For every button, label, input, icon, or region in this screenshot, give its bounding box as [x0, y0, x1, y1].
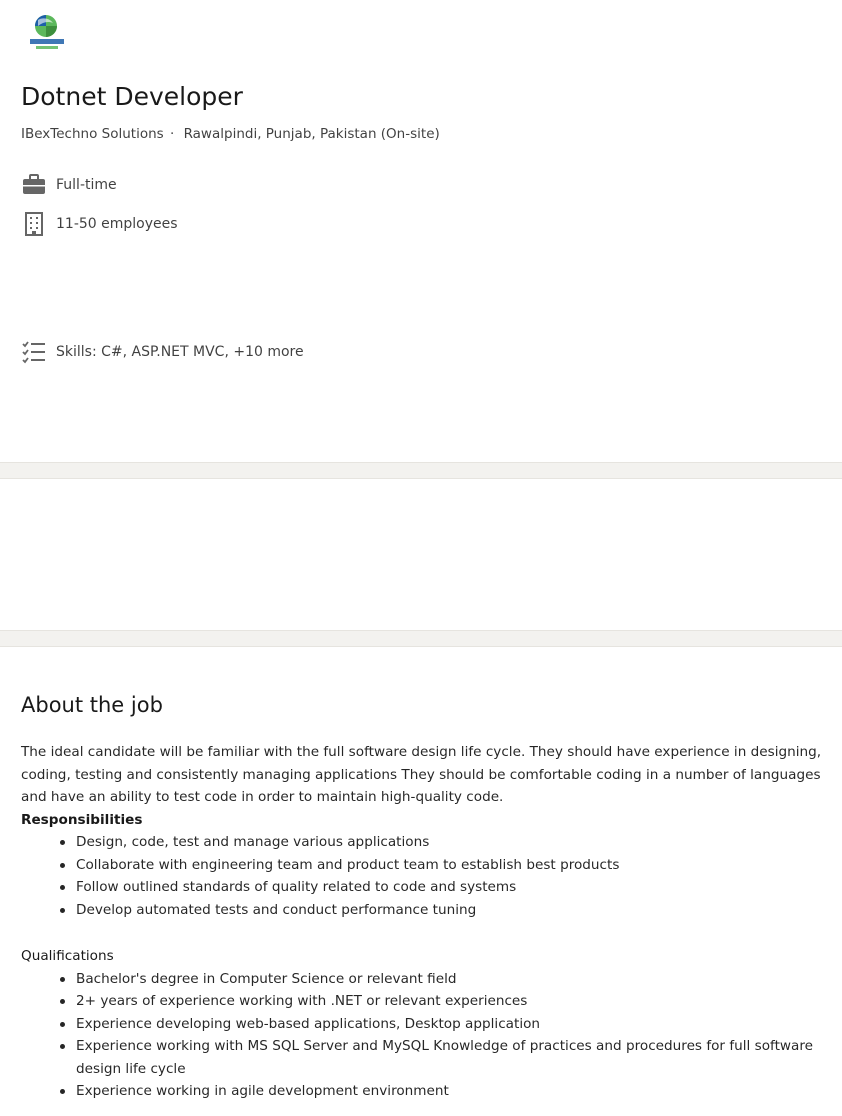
responsibilities-heading: Responsibilities [21, 811, 143, 828]
company-size-text: 11-50 employees [56, 216, 178, 232]
company-logo-globe-icon [26, 12, 68, 54]
job-description [21, 741, 826, 1103]
building-icon [21, 212, 47, 236]
section-divider [0, 630, 842, 647]
job-subtitle [21, 126, 440, 142]
insight-company-size [21, 212, 178, 236]
list-item: Experience developing web-based applications, Desktop application [21, 1013, 826, 1036]
job-intro: The ideal candidate will be familiar with the full software design life cycle. They should have experience in designing, coding, testing and consistently managing applications They should be comfortable coding in a number of languages and have an ability to test code in order to maintain high-quality code. [21, 744, 822, 805]
list-item: Experience working with MS SQL Server and MySQL Knowledge of practices and procedures for full software design life cycle [21, 1035, 826, 1080]
list-item: Follow outlined standards of quality related to code and systems [21, 876, 826, 899]
job-location: Rawalpindi, Punjab, Pakistan (On-site) [183, 126, 440, 142]
about-the-job-section [0, 647, 842, 1116]
list-item: Collaborate with engineering team and product team to establish best products [21, 854, 826, 877]
company-name-link[interactable]: IBexTechno Solutions [21, 126, 164, 142]
job-title: Dotnet Developer [21, 82, 243, 111]
employment-type-text: Full-time [56, 177, 117, 193]
list-item: Develop automated tests and conduct performance tuning [21, 899, 826, 922]
qualifications-list [21, 968, 826, 1103]
checklist-icon [21, 340, 47, 364]
about-heading: About the job [21, 693, 163, 717]
job-top-card [0, 0, 842, 462]
list-item: Experience working in agile development environment [21, 1080, 826, 1103]
qualifications-heading: Qualifications [21, 948, 114, 964]
list-item: Design, code, test and manage various applications [21, 831, 826, 854]
spacer [21, 921, 826, 945]
subtitle-separator: · [169, 126, 175, 142]
section-divider [0, 462, 842, 479]
list-item: Bachelor's degree in Computer Science or relevant field [21, 968, 826, 991]
blank-card [0, 479, 842, 630]
briefcase-icon [21, 173, 47, 197]
company-logo[interactable] [26, 12, 68, 54]
insight-employment-type [21, 173, 117, 197]
insight-skills[interactable] [21, 340, 304, 364]
responsibilities-list [21, 831, 826, 921]
list-item: 2+ years of experience working with .NET or relevant experiences [21, 990, 826, 1013]
skills-text[interactable]: Skills: C#, ASP.NET MVC, +10 more [56, 344, 304, 360]
